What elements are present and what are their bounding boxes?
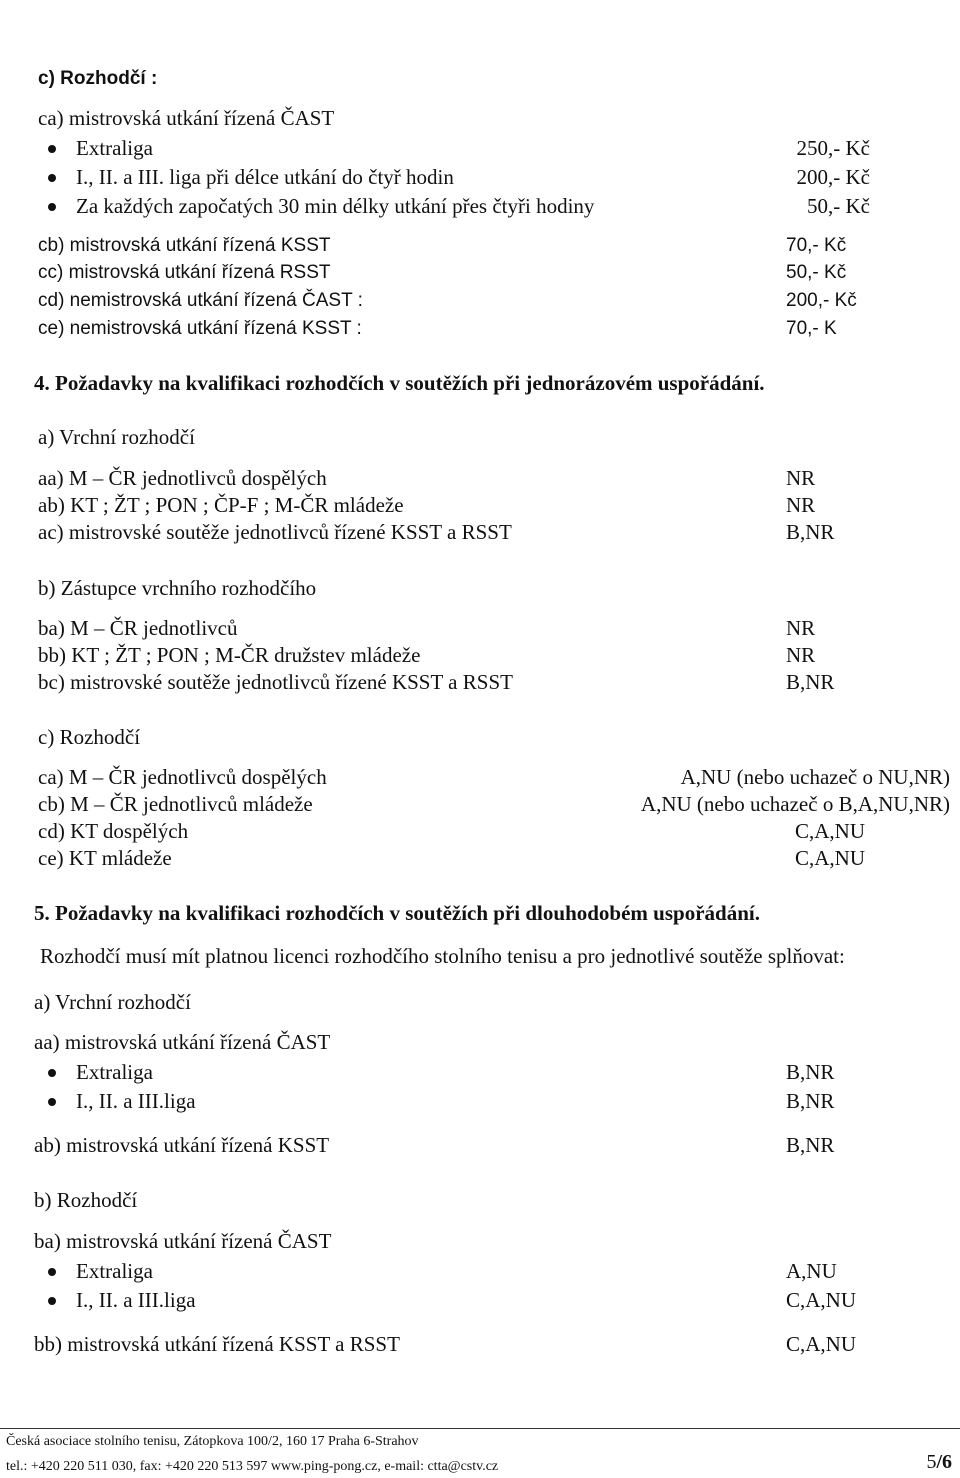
section4-heading: 4. Požadavky na kvalifikaci rozhodčích v soutěžích při jednorázovém uspořádání.	[34, 371, 765, 395]
fee-row-value: 200,- Kč	[786, 290, 857, 311]
req-row-value: NR	[786, 643, 816, 667]
req-row-label: ac) mistrovské soutěže jednotlivců řízené KSST a RSST	[38, 520, 512, 544]
section4-c-title: c) Rozhodčí	[38, 725, 141, 749]
req-row-value: NR	[786, 493, 816, 517]
req-row-value: A,NU (nebo uchazeč o NU,NR)	[680, 765, 950, 789]
req-row-label: ab) KT ; ŽT ; PON ; ČP-F ; M-ČR mládeže	[38, 493, 404, 517]
page-number	[926, 1451, 952, 1474]
footer-address: Česká asociace stolního tenisu, Zátopkova 100/2, 160 17 Praha 6-Strahov	[6, 1434, 419, 1449]
fee-row-label: cc) mistrovská utkání řízená RSST	[38, 262, 331, 283]
req-item-value: C,A,NU	[786, 1288, 857, 1312]
section-c-ca: ca) mistrovská utkání řízená ČAST	[38, 106, 335, 130]
req-row-value: B,NR	[786, 1133, 835, 1157]
fee-row-label: ce) nemistrovská utkání řízená KSST :	[38, 318, 362, 339]
req-row-label: ab) mistrovská utkání řízená KSST	[34, 1133, 330, 1157]
req-row-label: ba) M – ČR jednotlivců	[38, 616, 238, 640]
req-row-value: C,A,NU	[794, 819, 865, 843]
req-row-label: aa) M – ČR jednotlivců dospělých	[38, 466, 327, 490]
req-item-label: I., II. a III.liga	[76, 1089, 196, 1113]
req-row-value: C,A,NU	[786, 1332, 857, 1356]
req-row-label: cb) M – ČR jednotlivců mládeže	[38, 792, 313, 816]
req-row-label: ca) M – ČR jednotlivců dospělých	[38, 765, 327, 789]
footer-divider	[0, 1428, 960, 1429]
fee-row-value: 70,- Kč	[786, 235, 847, 256]
req-item-label: Extraliga	[76, 1259, 153, 1283]
section5-aa: aa) mistrovská utkání řízená ČAST	[34, 1030, 331, 1054]
req-row-value: A,NU (nebo uchazeč o B,A,NU,NR)	[640, 792, 950, 816]
req-item-label: I., II. a III.liga	[76, 1288, 196, 1312]
page-number-total: /6	[936, 1451, 952, 1473]
fee-item-label: Za každých započatých 30 min délky utkání přes čtyři hodiny	[76, 194, 595, 218]
fee-row-label: cb) mistrovská utkání řízená KSST	[38, 235, 331, 256]
req-row-value: NR	[786, 616, 816, 640]
section5-b-title: b) Rozhodčí	[34, 1188, 138, 1212]
fee-item-label: I., II. a III. liga při délce utkání do čtyř hodin	[76, 165, 454, 189]
req-row-value: NR	[786, 466, 816, 490]
req-item-value: B,NR	[786, 1089, 835, 1113]
fee-row-value: 50,- Kč	[786, 262, 847, 283]
page-number-current: 5	[926, 1451, 937, 1473]
fee-item-value: 250,- Kč	[796, 136, 870, 160]
req-row-label: bb) KT ; ŽT ; PON ; M-ČR družstev mládeže	[38, 643, 421, 667]
req-row-label: cd) KT dospělých	[38, 819, 189, 843]
fee-item-label: Extraliga	[76, 136, 153, 160]
fee-item-value: 50,- Kč	[807, 194, 870, 218]
fee-row-label: cd) nemistrovská utkání řízená ČAST :	[38, 290, 363, 311]
section5-intro: Rozhodčí musí mít platnou licenci rozhodčího stolního tenisu a pro jednotlivé soutěže splňovat:	[40, 944, 845, 968]
section5-a-title: a) Vrchní rozhodčí	[34, 990, 191, 1014]
section5-heading: 5. Požadavky na kvalifikaci rozhodčích v soutěžích při dlouhodobém uspořádání.	[34, 901, 760, 925]
req-row-label: ce) KT mládeže	[38, 846, 172, 870]
section4-b-title: b) Zástupce vrchního rozhodčího	[38, 576, 317, 600]
req-item-label: Extraliga	[76, 1060, 153, 1084]
req-row-value: C,A,NU	[794, 846, 865, 870]
section4-a-title: a) Vrchní rozhodčí	[38, 425, 195, 449]
req-row-label: bc) mistrovské soutěže jednotlivců řízené KSST a RSST	[38, 670, 513, 694]
section-c-title: c) Rozhodčí :	[38, 68, 158, 89]
req-item-value: A,NU	[786, 1259, 837, 1283]
req-row-value: B,NR	[786, 520, 835, 544]
req-row-value: B,NR	[786, 670, 835, 694]
req-item-value: B,NR	[786, 1060, 835, 1084]
fee-item-value: 200,- Kč	[796, 165, 870, 189]
footer-contact: tel.: +420 220 511 030, fax: +420 220 513 597 www.ping-pong.cz, e-mail: ctta@cstv.cz	[6, 1459, 499, 1474]
section5-ba: ba) mistrovská utkání řízená ČAST	[34, 1229, 332, 1253]
fee-row-value: 70,- K	[786, 318, 837, 339]
req-row-label: bb) mistrovská utkání řízená KSST a RSST	[34, 1332, 400, 1356]
